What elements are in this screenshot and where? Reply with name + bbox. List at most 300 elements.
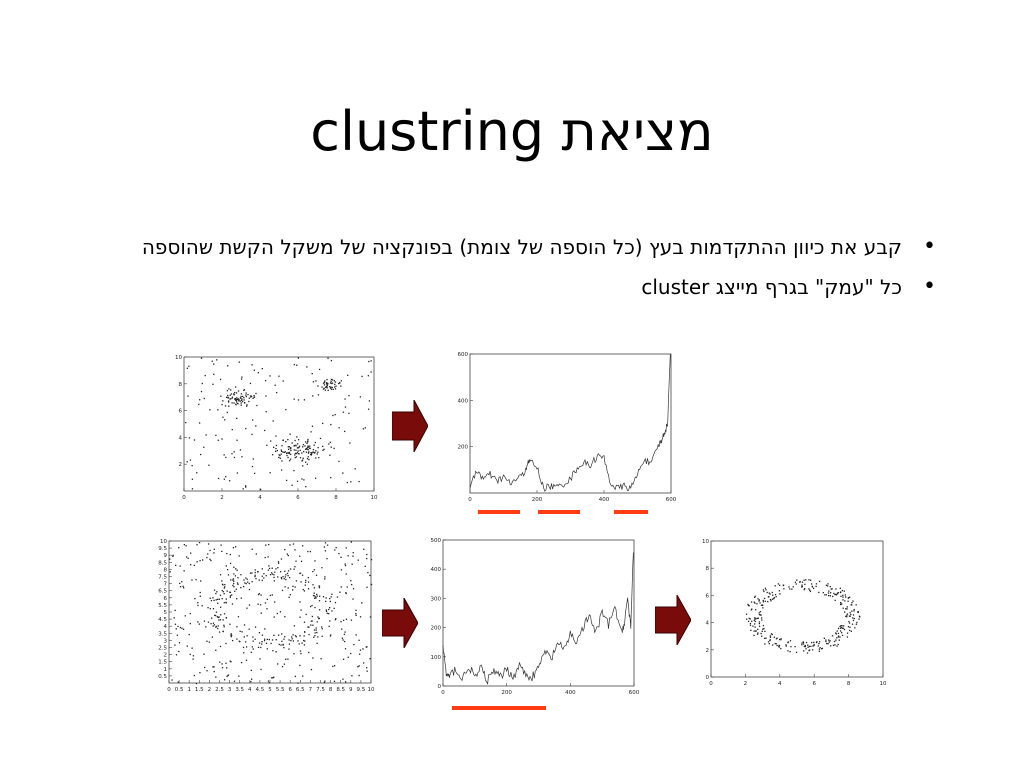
data-point <box>178 681 179 682</box>
data-point <box>328 443 329 444</box>
y-tick-label: 6 <box>705 593 709 600</box>
data-point <box>217 628 218 629</box>
data-point <box>196 561 197 562</box>
data-point <box>345 565 346 566</box>
data-point <box>765 588 766 589</box>
data-point <box>358 559 359 560</box>
data-point <box>181 581 182 582</box>
data-point <box>275 451 276 452</box>
data-point <box>316 594 317 595</box>
data-point <box>226 598 227 599</box>
data-point <box>332 379 333 380</box>
data-point <box>241 456 242 457</box>
data-point <box>760 633 761 634</box>
data-point <box>294 445 295 446</box>
data-point <box>291 485 292 486</box>
data-point <box>771 633 772 634</box>
data-point <box>250 681 251 682</box>
data-point <box>832 596 833 597</box>
data-point <box>859 616 860 617</box>
data-point <box>353 588 354 589</box>
data-point <box>260 489 261 490</box>
x-tick-label: 8.5 <box>336 687 346 693</box>
data-point <box>252 466 253 467</box>
data-point <box>776 643 777 644</box>
data-point <box>794 646 795 647</box>
data-point <box>254 639 255 640</box>
data-point <box>329 386 330 387</box>
data-point <box>826 643 827 644</box>
data-point <box>255 572 256 573</box>
data-point <box>314 452 315 453</box>
data-point <box>366 554 367 555</box>
y-tick-label: 2 <box>178 462 182 469</box>
x-tick-label: 8 <box>334 495 338 501</box>
data-point <box>243 399 244 400</box>
data-point <box>763 589 764 590</box>
data-point <box>234 394 235 395</box>
right-arrow-icon <box>382 598 418 648</box>
x-tick-label: 6 <box>296 495 300 501</box>
data-point <box>838 628 839 629</box>
data-point <box>210 560 211 561</box>
data-point <box>750 618 751 619</box>
data-point <box>213 666 214 667</box>
data-point <box>345 592 346 593</box>
data-point <box>807 647 808 648</box>
x-tick-label: 2 <box>220 495 224 501</box>
data-point <box>301 561 302 562</box>
data-point <box>790 640 791 641</box>
data-point <box>837 630 838 631</box>
data-point <box>335 618 336 619</box>
data-point <box>369 658 370 659</box>
data-point <box>857 611 858 612</box>
data-point <box>761 605 762 606</box>
data-point <box>183 629 184 630</box>
data-point <box>230 389 231 390</box>
data-point <box>212 637 213 638</box>
data-point <box>774 597 775 598</box>
data-point <box>312 395 313 396</box>
data-point <box>324 546 325 547</box>
data-point <box>355 615 356 616</box>
data-point <box>213 623 214 624</box>
data-point <box>303 444 304 445</box>
data-point <box>296 436 297 437</box>
data-point <box>330 387 331 388</box>
data-point <box>252 641 253 642</box>
data-point <box>179 642 180 643</box>
data-point <box>813 588 814 589</box>
data-point <box>812 649 813 650</box>
data-point <box>345 648 346 649</box>
data-point <box>219 599 220 600</box>
data-point <box>812 586 813 587</box>
data-point <box>240 574 241 575</box>
data-point <box>772 599 773 600</box>
data-point <box>261 643 262 644</box>
data-point <box>353 644 354 645</box>
data-point <box>224 419 225 420</box>
data-point <box>180 586 181 587</box>
data-point <box>220 595 221 596</box>
data-point <box>238 676 239 677</box>
data-point <box>268 544 269 545</box>
data-point <box>249 398 250 399</box>
data-point <box>344 634 345 635</box>
data-point <box>299 446 300 447</box>
data-point <box>851 604 852 605</box>
data-point <box>324 380 325 381</box>
data-point <box>330 381 331 382</box>
data-point <box>251 434 252 435</box>
data-point <box>293 470 294 471</box>
data-point <box>200 454 201 455</box>
data-point <box>331 447 332 448</box>
data-point <box>335 388 336 389</box>
data-point <box>298 357 299 358</box>
data-point <box>830 595 831 596</box>
data-point <box>238 400 239 401</box>
data-point <box>232 429 233 430</box>
data-point <box>842 590 843 591</box>
data-point <box>213 600 214 601</box>
data-point <box>290 450 291 451</box>
data-point <box>329 455 330 456</box>
data-point <box>245 392 246 393</box>
data-point <box>767 601 768 602</box>
data-point <box>293 653 294 654</box>
right-arrow-icon <box>392 400 428 452</box>
data-point <box>313 452 314 453</box>
data-point <box>306 366 307 367</box>
y-tick-label: 200 <box>430 625 441 632</box>
data-point <box>769 643 770 644</box>
data-point <box>327 385 328 386</box>
x-tick-label: 8 <box>846 681 851 687</box>
data-point <box>209 559 210 560</box>
data-point <box>319 596 320 597</box>
data-point <box>854 618 855 619</box>
data-point <box>238 616 239 617</box>
data-point <box>333 389 334 390</box>
data-point <box>849 615 850 616</box>
data-point <box>326 597 327 598</box>
data-point <box>274 580 275 581</box>
data-point <box>221 404 222 405</box>
data-point <box>243 652 244 653</box>
data-point <box>188 366 189 367</box>
data-point <box>317 385 318 386</box>
data-point <box>840 630 841 631</box>
data-point <box>341 569 342 570</box>
data-point <box>835 632 836 633</box>
data-point <box>305 486 306 487</box>
data-point <box>235 546 236 547</box>
x-tick-label: 2 <box>207 687 212 693</box>
data-point <box>236 397 237 398</box>
x-tick-label: 8 <box>328 687 333 693</box>
plot-frame <box>169 541 371 683</box>
data-point <box>213 625 214 626</box>
data-point <box>284 636 285 637</box>
data-point <box>196 683 197 684</box>
data-point <box>759 626 760 627</box>
data-point <box>260 669 261 670</box>
data-point <box>844 611 845 612</box>
data-point <box>204 667 205 668</box>
data-point <box>789 588 790 589</box>
data-point <box>312 657 313 658</box>
data-point <box>294 440 295 441</box>
data-point <box>191 648 192 649</box>
data-point <box>187 645 188 646</box>
y-tick-label: 100 <box>430 654 441 661</box>
data-point <box>241 402 242 403</box>
data-point <box>753 635 754 636</box>
data-point <box>227 412 228 413</box>
data-point <box>215 650 216 651</box>
data-point <box>324 578 325 579</box>
data-point <box>338 553 339 554</box>
data-point <box>316 629 317 630</box>
data-point <box>312 373 313 374</box>
data-point <box>804 589 805 590</box>
y-tick-label: 1 <box>163 666 167 673</box>
valley-marker <box>538 510 580 514</box>
data-point <box>243 579 244 580</box>
data-point <box>208 621 209 622</box>
data-point <box>281 633 282 634</box>
data-point <box>325 389 326 390</box>
data-point <box>305 584 306 585</box>
data-point <box>853 610 854 611</box>
data-point <box>799 582 800 583</box>
data-point <box>825 639 826 640</box>
data-point <box>322 446 323 447</box>
data-point <box>230 579 231 580</box>
data-point <box>205 434 206 435</box>
y-tick-label: 5.5 <box>158 602 167 609</box>
data-point <box>212 361 213 362</box>
data-point <box>770 600 771 601</box>
data-point <box>809 646 810 647</box>
data-point <box>331 610 332 611</box>
data-point <box>246 608 247 609</box>
data-point <box>335 547 336 548</box>
data-point <box>296 456 297 457</box>
data-point <box>370 616 371 617</box>
data-point <box>755 621 756 622</box>
x-tick-label: 0 <box>167 687 171 693</box>
data-point <box>266 575 267 576</box>
data-point <box>779 590 780 591</box>
data-point <box>351 584 352 585</box>
data-point <box>823 592 824 593</box>
data-point <box>224 613 225 614</box>
x-tick-label: 10 <box>370 495 378 501</box>
data-point <box>192 488 193 489</box>
data-point <box>281 451 282 452</box>
data-point <box>819 641 820 642</box>
data-point <box>245 428 246 429</box>
data-point <box>815 586 816 587</box>
data-point <box>838 635 839 636</box>
data-point <box>763 628 764 629</box>
data-point <box>350 580 351 581</box>
data-point <box>277 450 278 451</box>
data-point <box>221 580 222 581</box>
data-point <box>274 571 275 572</box>
data-point <box>843 625 844 626</box>
data-point <box>264 639 265 640</box>
data-point <box>811 642 812 643</box>
data-point <box>261 613 262 614</box>
data-point <box>187 461 188 462</box>
data-point <box>251 396 252 397</box>
data-point <box>269 375 270 376</box>
data-point <box>845 608 846 609</box>
data-point <box>265 395 266 396</box>
data-point <box>816 583 817 584</box>
data-point <box>277 567 278 568</box>
data-point <box>297 682 298 683</box>
data-point <box>297 450 298 451</box>
data-point <box>246 646 247 647</box>
data-point <box>201 358 202 359</box>
data-point <box>772 644 773 645</box>
data-point <box>853 614 854 615</box>
y-tick-label: 0 <box>437 684 441 690</box>
data-point <box>343 412 344 413</box>
data-point <box>295 450 296 451</box>
data-point <box>276 445 277 446</box>
data-point <box>217 603 218 604</box>
data-point <box>757 632 758 633</box>
data-point <box>231 636 232 637</box>
data-point <box>837 593 838 594</box>
data-point <box>342 639 343 640</box>
data-point <box>327 358 328 359</box>
data-point <box>226 602 227 603</box>
data-point <box>195 579 196 580</box>
data-point <box>292 442 293 443</box>
data-point <box>302 460 303 461</box>
data-point <box>285 659 286 660</box>
y-tick-label: 8.5 <box>158 560 167 567</box>
data-point <box>851 611 852 612</box>
data-point <box>226 676 227 677</box>
data-point <box>759 623 760 624</box>
data-point <box>236 598 237 599</box>
data-point <box>310 551 311 552</box>
data-point <box>332 382 333 383</box>
data-point <box>312 571 313 572</box>
data-point <box>819 647 820 648</box>
data-point <box>347 586 348 587</box>
data-point <box>308 634 309 635</box>
data-point <box>329 626 330 627</box>
data-point <box>804 584 805 585</box>
data-point <box>852 600 853 601</box>
data-point <box>352 556 353 557</box>
data-point <box>770 635 771 636</box>
data-point <box>299 573 300 574</box>
data-point <box>810 591 811 592</box>
data-point <box>287 457 288 458</box>
data-point <box>255 578 256 579</box>
data-point <box>836 594 837 595</box>
data-point <box>834 644 835 645</box>
data-point <box>826 594 827 595</box>
data-point <box>780 639 781 640</box>
data-point <box>746 614 747 615</box>
data-point <box>238 399 239 400</box>
data-point <box>224 587 225 588</box>
data-point <box>361 602 362 603</box>
data-point <box>208 543 209 544</box>
data-point <box>303 458 304 459</box>
data-point <box>760 614 761 615</box>
data-point <box>779 639 780 640</box>
data-point <box>787 650 788 651</box>
data-point <box>291 636 292 637</box>
data-point <box>314 587 315 588</box>
data-point <box>257 571 258 572</box>
data-point <box>294 398 295 399</box>
data-point <box>783 584 784 585</box>
data-point <box>211 600 212 601</box>
data-point <box>302 545 303 546</box>
data-point <box>276 392 277 393</box>
line-plot-edge-weights-ring <box>425 536 640 696</box>
data-point <box>843 608 844 609</box>
bullet-item <box>102 272 942 302</box>
data-point <box>295 561 296 562</box>
data-point <box>371 559 372 560</box>
data-point <box>202 559 203 560</box>
data-point <box>331 594 332 595</box>
data-point <box>206 670 207 671</box>
data-point <box>294 364 295 365</box>
data-point <box>230 563 231 564</box>
y-tick-label: 6 <box>178 408 182 415</box>
data-point <box>288 449 289 450</box>
data-point <box>295 445 296 446</box>
data-point <box>330 442 331 443</box>
data-point <box>300 609 301 610</box>
data-point <box>335 386 336 387</box>
data-point <box>842 595 843 596</box>
data-point <box>259 642 260 643</box>
y-tick-label: 5 <box>163 610 167 616</box>
data-point <box>252 419 253 420</box>
data-point <box>221 663 222 664</box>
data-point <box>331 596 332 597</box>
data-point <box>754 626 755 627</box>
data-point <box>768 596 769 597</box>
data-point <box>317 595 318 596</box>
data-point <box>299 556 300 557</box>
data-point <box>754 620 755 621</box>
data-point <box>201 391 202 392</box>
data-point <box>335 381 336 382</box>
data-point <box>275 385 276 386</box>
data-point <box>244 582 245 583</box>
data-point <box>334 681 335 682</box>
data-point <box>361 376 362 377</box>
